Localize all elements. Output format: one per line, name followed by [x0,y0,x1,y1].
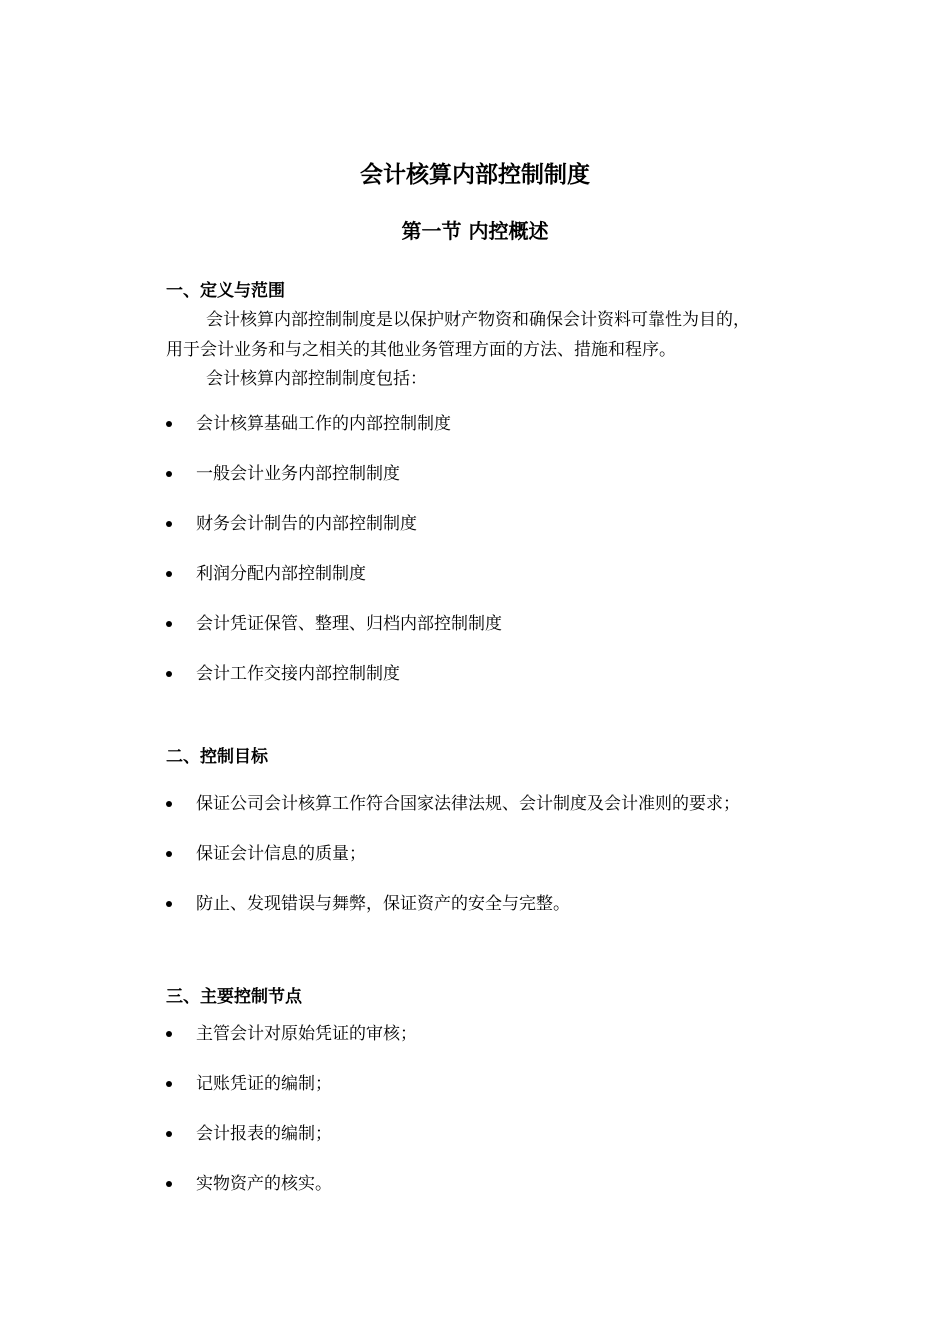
section1-para2: 会计核算内部控制制度包括： [206,369,427,389]
bullet-icon [166,1031,172,1037]
list-item-text: 一般会计业务内部控制制度 [196,464,400,484]
list-item-text: 会计核算基础工作的内部控制制度 [196,414,451,434]
bullet-icon [166,1131,172,1137]
list-item-text: 会计凭证保管、整理、归档内部控制制度 [196,614,502,634]
list-item-text: 利润分配内部控制制度 [196,564,366,584]
list-item-text: 实物资产的核实。 [196,1174,332,1194]
list-item-text: 保证会计信息的质量； [196,844,366,864]
list-item-text: 主管会计对原始凭证的审核； [196,1024,417,1044]
list-item-text: 保证公司会计核算工作符合国家法律法规、会计制度及会计准则的要求； [196,794,740,814]
section1-para1-line1: 会计核算内部控制制度是以保护财产物资和确保会计资料可靠性为目的， [206,310,750,330]
section-title: 第一节 内控概述 [401,219,549,243]
bullet-icon [166,621,172,627]
section3-heading: 三、主要控制节点 [166,987,302,1007]
list-item-text: 防止、发现错误与舞弊，保证资产的安全与完整。 [196,894,570,914]
bullet-icon [166,901,172,907]
list-item-text: 会计报表的编制； [196,1124,332,1144]
bullet-icon [166,571,172,577]
bullet-icon [166,851,172,857]
document-title: 会计核算内部控制制度 [360,162,590,188]
bullet-icon [166,421,172,427]
bullet-icon [166,1081,172,1087]
list-item-text: 会计工作交接内部控制制度 [196,664,400,684]
list-item-text: 财务会计制告的内部控制制度 [196,514,417,534]
bullet-icon [166,671,172,677]
bullet-icon [166,1181,172,1187]
list-item-text: 记账凭证的编制； [196,1074,332,1094]
bullet-icon [166,471,172,477]
bullet-icon [166,521,172,527]
section1-heading: 一、定义与范围 [166,281,285,301]
bullet-icon [166,801,172,807]
section2-heading: 二、控制目标 [166,747,268,767]
section1-para1-line2: 用于会计业务和与之相关的其他业务管理方面的方法、措施和程序。 [166,340,676,360]
